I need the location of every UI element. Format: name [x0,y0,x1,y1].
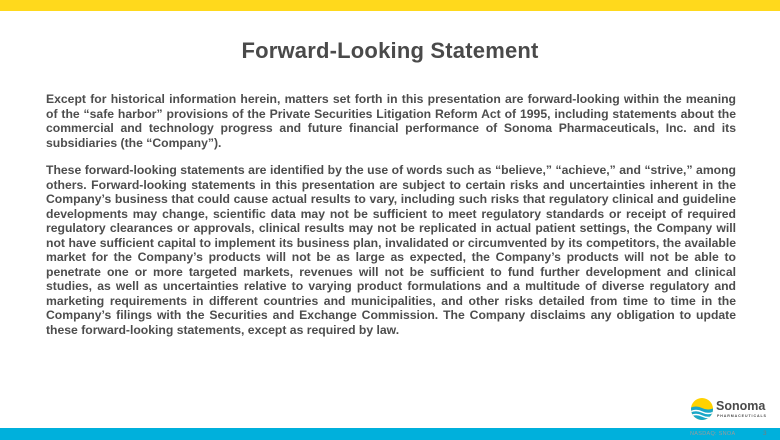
sun-wave-icon [690,397,714,421]
page-number: 3 [763,430,767,437]
sonoma-logo [690,396,770,422]
disclaimer-body [46,92,736,350]
logo-wordmark: Sonoma [716,399,766,413]
top-accent-bar [0,0,780,11]
paragraph-1: Except for historical information herein, matters set forth in this presentation are forward-looking within the meaning of the “safe harbor” provisions of the Private Securities Litigation Reform Act of 1995, including statements about the commercial and technology progress and future financial performance of Sonoma Pharmaceuticals, Inc. and its subsidiaries (the “Company”). [46,92,736,150]
logo-subtitle: PHARMACEUTICALS [717,414,767,418]
paragraph-2: These forward-looking statements are identified by the use of words such as “believe,” “achieve,” and “strive,” among others. Forward-looking statements in this presentation are subject to certain risks and uncertainties inherent in the Company’s business that could cause actual results to vary, including such risks that regulatory clinical and guideline developments may change, scientific data may not be sufficient to meet regulatory standards or receipt of required regulatory clearances or approvals, clinical results may not be replicated in actual patient settings, the Company will not have sufficient capital to implement its business plan, invalidated or circumvented by its competitors, the available market for the Company’s products will not be as large as expected, the Company’s products will not be able to penetrate one or more targeted markets, revenues will not be sufficient to fund further development and clinical studies, as well as uncertainties relative to varying product formulations and a multitude of diverse regulatory and marketing requirements in different countries and municipalities, and other risks detailed from time to time in the Company’s filings with the Securities and Exchange Commission. The Company disclaims any obligation to update these forward-looking statements, except as required by law. [46,163,736,337]
footer-ticker: NASDAQ: SNOA [690,431,736,437]
bottom-accent-bar [0,428,780,440]
page-title: Forward-Looking Statement [241,38,539,63]
